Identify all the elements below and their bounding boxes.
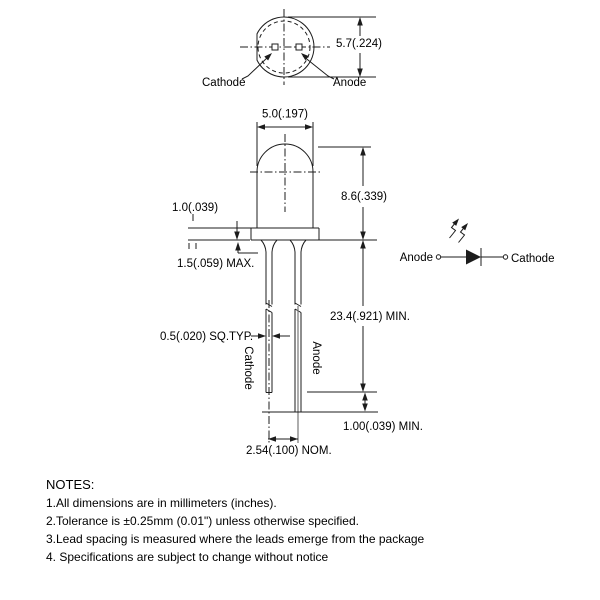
- led-schematic-symbol: [400, 219, 555, 267]
- lead-square-dimension-label: 0.5(.020) SQ.TYP.: [160, 331, 254, 343]
- body-height-dimension-label: 8.6(.339): [340, 191, 388, 203]
- note-line-3: 3.Lead spacing is measured where the leads emerge from the package: [46, 532, 425, 546]
- side-view-dimension-lines: [188, 122, 378, 439]
- led-side-view: [160, 109, 423, 458]
- note-line-4: 4. Specifications are subject to change without notice: [46, 550, 329, 564]
- diameter-dimension-label: 5.7(.224): [335, 38, 383, 50]
- note-line-1: 1.All dimensions are in millimeters (inches).: [46, 496, 277, 510]
- pad-leader-lines: [242, 56, 334, 79]
- anode-lead-label: Anode: [310, 341, 322, 375]
- notes-section: [46, 477, 425, 564]
- flange-thickness-dimension-label: 1.0(.039): [172, 202, 219, 214]
- top-view-cathode-label: Cathode: [202, 77, 246, 89]
- cathode-terminal-circle: [503, 255, 507, 259]
- light-emission-arrowheads: [452, 219, 468, 231]
- anode-terminal-circle: [436, 255, 440, 259]
- notes-title: NOTES:: [46, 477, 95, 492]
- top-view-anode-label: Anode: [333, 77, 367, 89]
- lead-spacing-dimension-label: 2.54(.100) NOM.: [246, 445, 332, 457]
- light-emission-bolts: [450, 222, 466, 243]
- note-line-2: 2.Tolerance is ±0.25mm (0.01") unless otherwise specified.: [46, 514, 359, 528]
- body-centerlines: [250, 134, 320, 444]
- lead-length-dimension-label: 23.4(.921) MIN.: [330, 311, 410, 323]
- lead-tip-dimension-label: 1.00(.039) MIN.: [343, 421, 423, 433]
- lead-outlines: [261, 240, 306, 412]
- led-top-view: [202, 9, 382, 89]
- leader-arrowheads: [264, 53, 309, 61]
- standoff-dimension-label: 1.5(.059) MAX.: [177, 258, 255, 270]
- center-crosshair-lines: [240, 9, 330, 85]
- diode-triangle: [466, 250, 481, 265]
- schematic-anode-label: Anode: [399, 252, 433, 264]
- schematic-cathode-label: Cathode: [511, 253, 555, 265]
- body-width-dimension-label: 5.0(.197): [261, 108, 309, 121]
- cathode-lead-label: Cathode: [242, 346, 254, 390]
